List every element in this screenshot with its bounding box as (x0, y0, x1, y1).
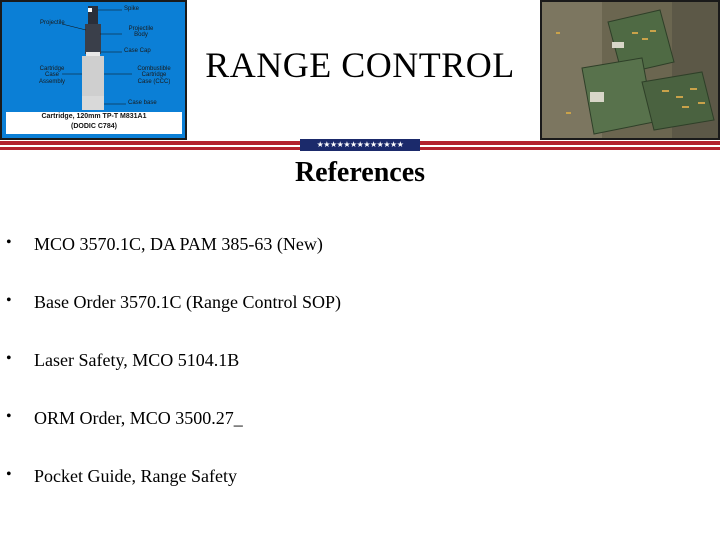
label-case-base: Case base (128, 100, 157, 106)
label-cartridge-case-assembly: Cartridge Case Assembly (38, 66, 65, 85)
reference-text: MCO 3570.1C, DA PAM 385-63 (New) (34, 234, 323, 254)
caption-line-2: (DODIC C784) (71, 123, 117, 130)
page-title: RANGE CONTROL (205, 45, 515, 85)
label-case-cap: Case Cap (124, 48, 151, 54)
label-spike: Spike (124, 6, 140, 12)
list-item (0, 342, 720, 400)
bullet-icon: • (6, 234, 12, 251)
caption-line-1: Cartridge, 120mm TP-T M831A1 (41, 113, 147, 120)
bullet-icon: • (6, 350, 12, 367)
bullet-icon: • (6, 408, 12, 425)
list-item (0, 226, 720, 284)
cartridge-diagram (0, 0, 187, 140)
references-list (0, 226, 720, 516)
reference-text: Pocket Guide, Range Safety (34, 466, 237, 486)
list-item (0, 284, 720, 342)
list-item (0, 458, 720, 516)
reference-text: Base Order 3570.1C (Range Control SOP) (34, 292, 341, 312)
bullet-icon: • (6, 466, 12, 483)
label-projectile: Projectile (40, 20, 65, 26)
reference-text: Laser Safety, MCO 5104.1B (34, 350, 240, 370)
reference-text: ORM Order, MCO 3500.27_ (34, 408, 243, 428)
label-projectile-body: Projectile Body (128, 26, 154, 39)
section-title: References (294, 157, 426, 188)
list-item (0, 400, 720, 458)
bullet-icon: • (6, 292, 12, 309)
ammo-cans-photo (540, 0, 720, 140)
ammo-cans-illustration (542, 2, 718, 138)
label-combustible-cartridge-case: Combustible Cartridge Case (CCC) (137, 66, 171, 85)
star-band: ★★★★★★★★★★★★★ (300, 139, 420, 151)
diagram-caption (6, 112, 182, 134)
